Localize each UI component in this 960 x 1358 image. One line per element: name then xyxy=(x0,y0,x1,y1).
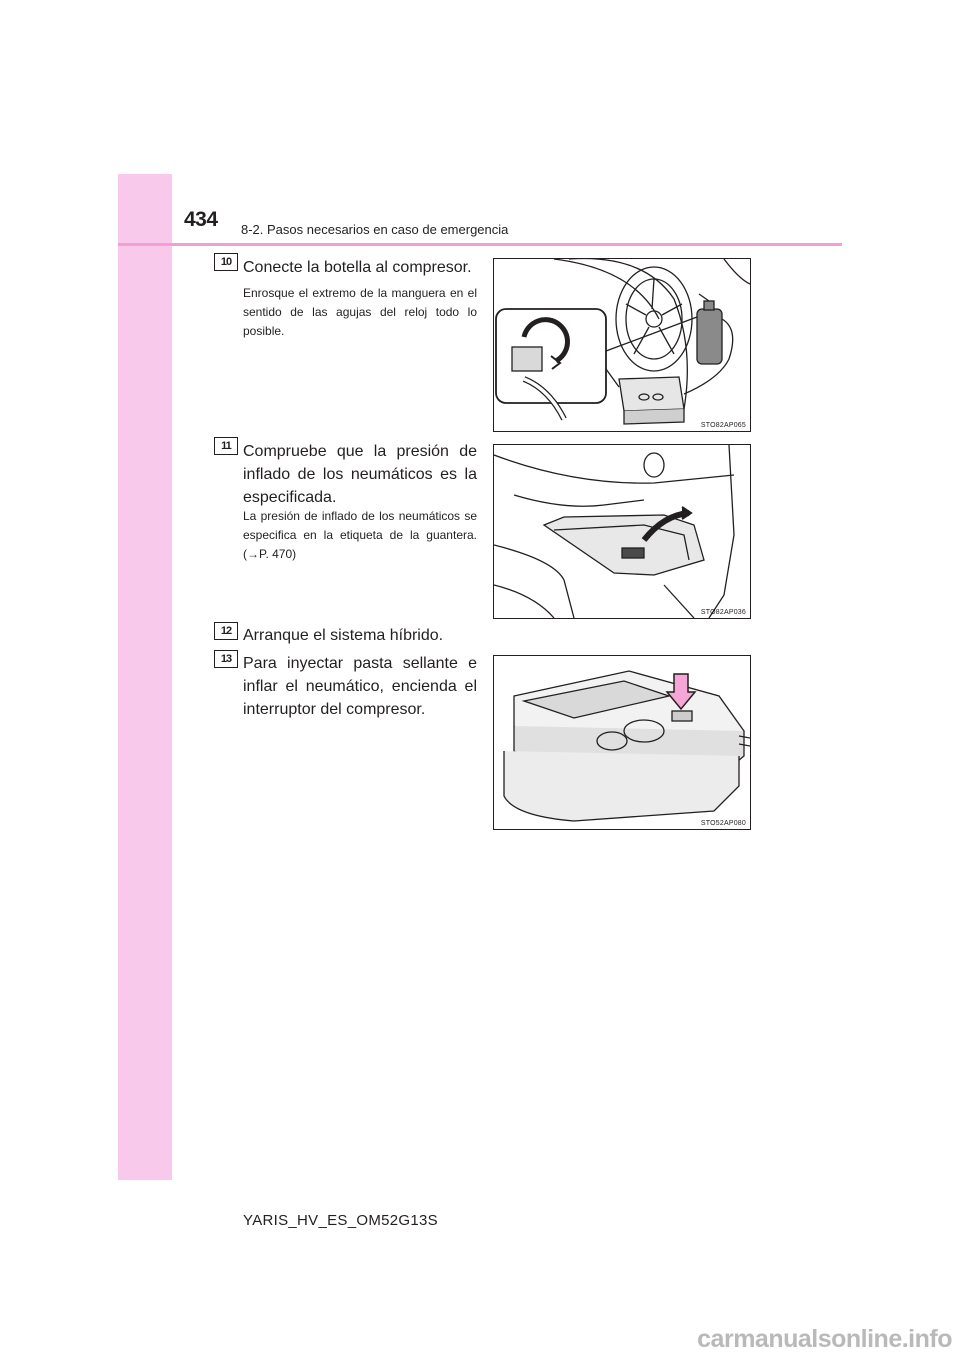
step-12-title: Arranque el sistema híbrido. xyxy=(243,627,444,644)
step-10-title: Conecte la botella al compresor. xyxy=(243,259,472,276)
side-tab xyxy=(118,174,172,1180)
step-11-title: Compruebe que la presión de inflado de los neumáticos es la especificada. xyxy=(243,443,477,506)
figure-code: STO82AP036 xyxy=(700,609,746,616)
figure-code: STO82AP065 xyxy=(700,422,746,429)
step-13-title: Para inyectar pasta sellante e inflar el neumático, encienda el interruptor del compresor. xyxy=(243,655,477,718)
step-number-11: 11 xyxy=(214,437,238,455)
document-code: YARIS_HV_ES_OM52G13S xyxy=(243,1212,438,1229)
step-number-13: 13 xyxy=(214,650,238,668)
step-number-10: 10 xyxy=(214,253,238,271)
watermark-text: carmanualsonline.info xyxy=(697,1325,952,1353)
header-divider xyxy=(118,243,842,246)
section-title: 8-2. Pasos necesarios en caso de emergencia xyxy=(241,222,509,237)
step-10-body: Enrosque el extremo de la manguera en el sentido de las agujas del reloj todo lo posible. xyxy=(243,286,477,338)
step-number-12: 12 xyxy=(214,622,238,640)
figure-code: STO52AP080 xyxy=(700,820,746,827)
figure-bottle-compressor xyxy=(493,258,751,432)
step-11-body: La presión de inflado de los neumáticos se especifica en la etiqueta de la guantera. (→P. 470) xyxy=(243,509,477,561)
page-number: 434 xyxy=(184,208,218,231)
figure-glovebox xyxy=(493,444,751,619)
figure-compressor-switch xyxy=(493,655,751,830)
